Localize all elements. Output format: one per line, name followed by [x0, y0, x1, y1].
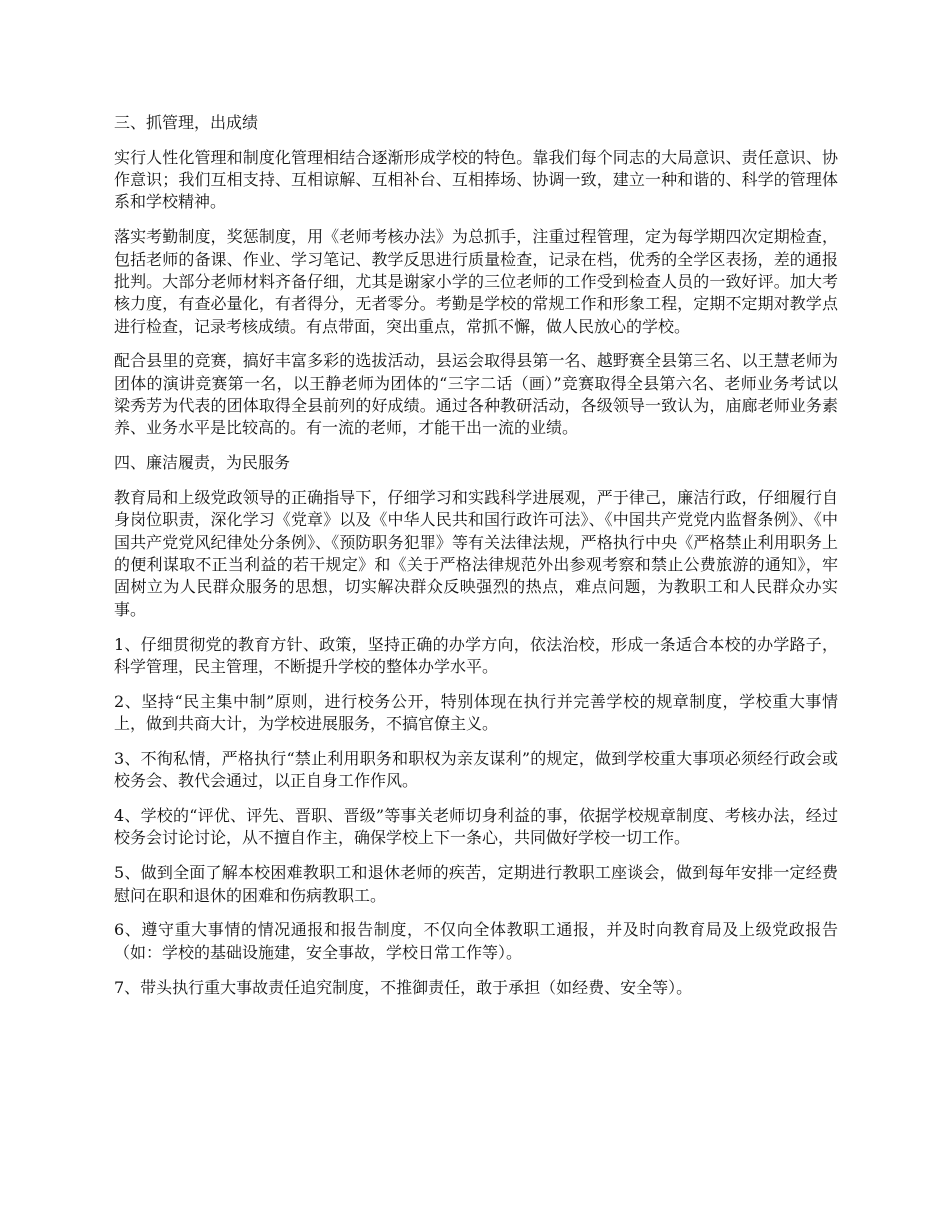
section-heading: 四、廉洁履责，为民服务: [114, 453, 291, 473]
paragraph: 实行人性化管理和制度化管理相结合逐渐形成学校的特色。靠我们每个同志的大局意识、责任意识、协作意识；我们互相支持、互相谅解、互相补台、互相捧场、协调一致，建立一种和谐的、科学的管理体系和学校精神。: [114, 147, 838, 212]
numbered-item: 2、坚持“民主集中制”原则，进行校务公开，特别体现在执行并完善学校的规章制度，学校重大事情上，做到共商大计，为学校进展服务，不搞官僚主义。: [114, 691, 838, 733]
paragraph: 落实考勤制度，奖惩制度，用《老师考核办法》为总抓手，注重过程管理，定为每学期四次定期检查，包括老师的备课、作业、学习笔记、教学反思进行质量检查，记录在档，优秀的全学区表扬，差的通报批判。大部分老师材料齐备仔细，尤其是谢家小学的三位老师的工作受到检查人员的一致好评。加大考核力度，有查必量化，有者得分，无者零分。考勤是学校的常规工作和形象工程，定期不定期对教学点进行检查，记录考核成绩。有点带面，突出重点，常抓不懈，做人民放心的学校。: [114, 227, 838, 336]
numbered-item: 1、仔细贯彻党的教育方针、政策，坚持正确的办学方向，依法治校，形成一条适合本校的办学路子，科学管理，民主管理，不断提升学校的整体办学水平。: [114, 634, 838, 676]
numbered-item: 6、遵守重大事情的情况通报和报告制度，不仅向全体教职工通报，并及时向教育局及上级党政报告（如：学校的基础设施建，安全事故，学校日常工作等）。: [114, 920, 838, 962]
document-page: [114, 112, 838, 1012]
numbered-item: 3、不徇私情，严格执行“禁止利用职务和职权为亲友谋利”的规定，做到学校重大事项必须经行政会或校务会、教代会通过，以正自身工作作风。: [114, 748, 838, 791]
numbered-item: 5、做到全面了解本校困难教职工和退休老师的疾苦，定期进行教职工座谈会，做到每年安排一定经费慰问在职和退休的困难和伤病教职工。: [114, 863, 838, 905]
paragraph: 教育局和上级党政领导的正确指导下，仔细学习和实践科学进展观，严于律己，廉洁行政，仔细履行自身岗位职责，深化学习《党章》以及《中华人民共和国行政许可法》、《中国共产党党内监督条例》、《中国共产党党风纪律处分条例》、《预防职务犯罪》等有关法律法规，严格执行中央《严格禁止利用职务上的便利谋取不正当利益的若干规定》和《关于严格法律规范外出参观考察和禁止公费旅游的通知》，牢固树立为人民群众服务的思想，切实解决群众反映强烈的热点，难点问题，为教职工和人民群众办实事。: [114, 488, 838, 619]
paragraph: 配合县里的竞赛，搞好丰富多彩的选拔活动，县运会取得县第一名、越野赛全县第三名、以王慧老师为团体的演讲竞赛第一名，以王静老师为团体的“三字二话（画）”竞赛取得全县第六名、老师业务考试以梁秀芳为代表的团体取得全县前列的好成绩。通过各种教研活动，各级领导一致认为，庙廊老师业务素养、业务水平是比较高的。有一流的老师，才能干出一流的业绩。: [114, 351, 838, 438]
section-heading: 三、抓管理，出成绩: [114, 113, 259, 132]
numbered-item: 4、学校的“评优、评先、晋职、晋级”等事关老师切身利益的事，依据学校规章制度、考核办法，经过校务会讨论讨论，从不擅自作主，确保学校上下一条心，共同做好学校一切工作。: [114, 806, 838, 848]
numbered-item: 7、带头执行重大事故责任追究制度，不推御责任，敢于承担（如经费、安全等）。: [114, 977, 693, 997]
